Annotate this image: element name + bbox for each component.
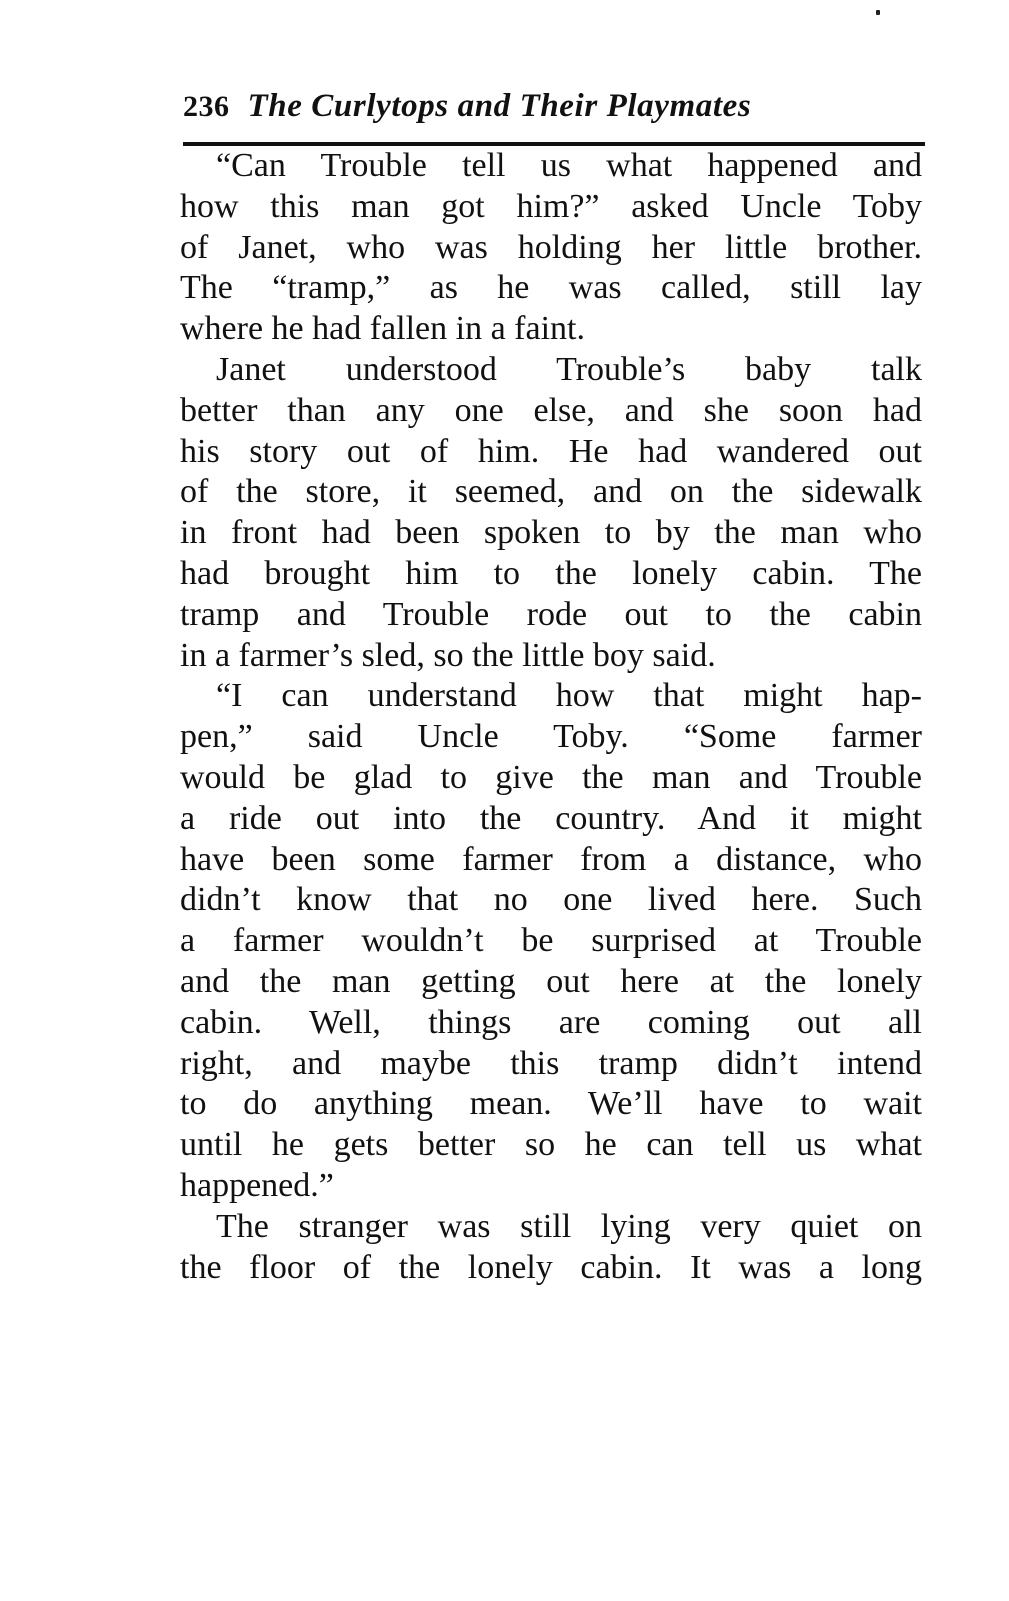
text-line: happened.” [180, 1166, 334, 1204]
body-text [180, 146, 922, 1288]
text-line: where he had fallen in a faint. [180, 310, 585, 348]
text-line: had brought him to the lonely cabin. The [180, 554, 922, 592]
text-line: a ride out into the country. And it might [180, 799, 922, 837]
text-line: to do anything mean. We’ll have to wait [180, 1085, 922, 1123]
paragraph [180, 146, 922, 350]
text-line: until he gets better so he can tell us what [180, 1126, 922, 1164]
running-header [183, 88, 923, 138]
text-line: would be glad to give the man and Trouble [180, 758, 922, 796]
text-line: “Can Trouble tell us what happened and [216, 147, 922, 184]
text-line: and the man getting out here at the lonely [180, 962, 922, 1000]
print-speck [876, 10, 880, 15]
text-line: of Janet, who was holding her little brother. [180, 228, 922, 266]
text-line: of the store, it seemed, and on the sidewalk [180, 473, 922, 511]
text-line: a farmer wouldn’t be surprised at Trouble [180, 922, 922, 960]
text-line: his story out of him. He had wandered out [180, 432, 922, 470]
paragraph [180, 676, 922, 1206]
page-number: 236 [183, 90, 230, 123]
text-line: have been some farmer from a distance, who [180, 840, 922, 878]
text-line: the floor of the lonely cabin. It was a long [180, 1248, 922, 1286]
text-line: tramp and Trouble rode out to the cabin [180, 595, 922, 633]
text-line: “I can understand how that might hap- [216, 677, 922, 715]
text-line: pen,” said Uncle Toby. “Some farmer [180, 718, 922, 756]
text-line: how this man got him?” asked Uncle Toby [180, 187, 922, 225]
text-line: didn’t know that no one lived here. Such [180, 881, 922, 919]
paragraph [180, 1207, 922, 1289]
text-line: cabin. Well, things are coming out all [180, 1003, 922, 1041]
text-line: better than any one else, and she soon had [180, 391, 922, 429]
paragraph [180, 350, 922, 676]
running-title: The Curlytops and Their Playmates [247, 88, 752, 124]
text-line: Janet understood Trouble’s baby talk [216, 350, 922, 388]
text-line: right, and maybe this tramp didn’t intend [180, 1044, 922, 1082]
text-line: The stranger was still lying very quiet on [216, 1207, 922, 1245]
text-line: The “tramp,” as he was called, still lay [180, 269, 922, 307]
text-line: in front had been spoken to by the man who [180, 514, 922, 552]
text-line: in a farmer’s sled, so the little boy said. [180, 636, 716, 674]
